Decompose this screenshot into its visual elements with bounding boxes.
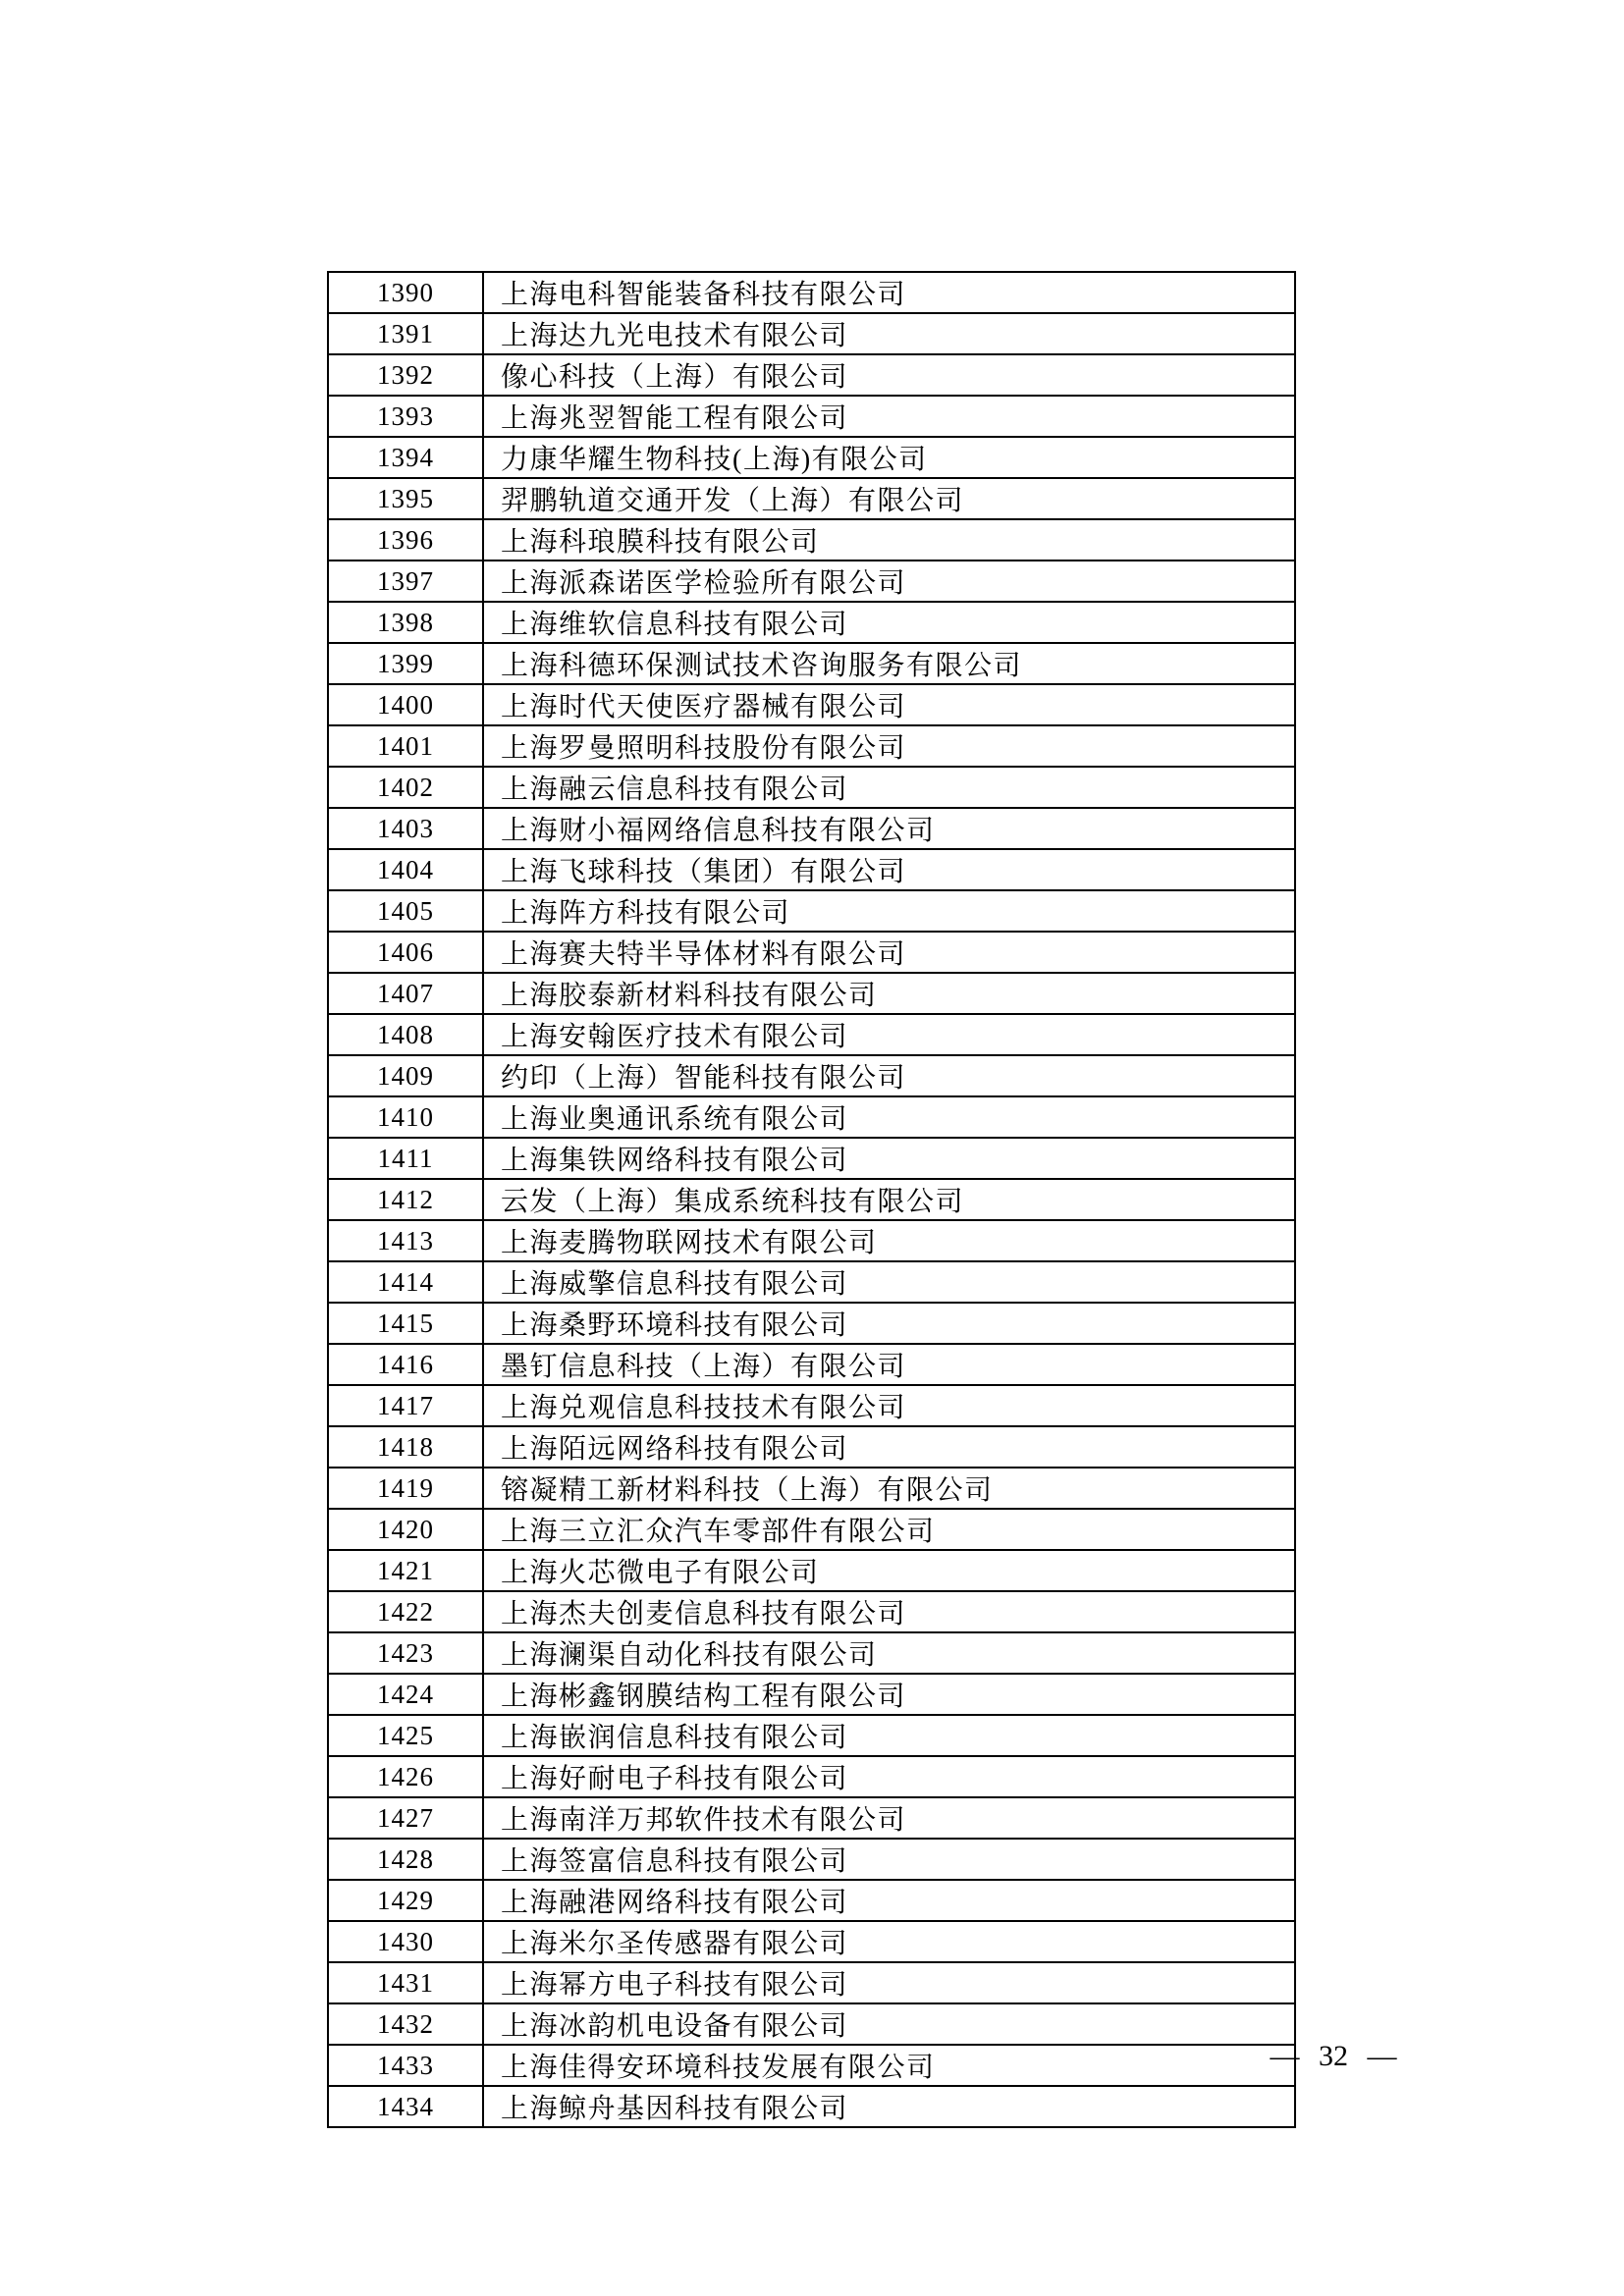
row-number-cell: 1414 (328, 1261, 483, 1303)
table-row (328, 1261, 1295, 1303)
table-row (328, 725, 1295, 767)
row-number-cell: 1430 (328, 1921, 483, 1962)
table-row (328, 354, 1295, 396)
company-name-cell: 上海三立汇众汽车零部件有限公司 (483, 1509, 1295, 1550)
company-name-cell: 上海杰夫创麦信息科技有限公司 (483, 1591, 1295, 1632)
company-name-cell: 上海威擎信息科技有限公司 (483, 1261, 1295, 1303)
company-name-cell: 上海米尔圣传感器有限公司 (483, 1921, 1295, 1962)
table-row (328, 272, 1295, 313)
table-row (328, 1715, 1295, 1756)
table-row (328, 1220, 1295, 1261)
table-row (328, 1385, 1295, 1426)
row-number-cell: 1404 (328, 849, 483, 890)
company-name-cell: 上海时代天使医疗器械有限公司 (483, 684, 1295, 725)
table-row (328, 1138, 1295, 1179)
company-name-cell: 上海签富信息科技有限公司 (483, 1839, 1295, 1880)
company-name-cell: 上海科德环保测试技术咨询服务有限公司 (483, 643, 1295, 684)
table-row (328, 643, 1295, 684)
company-name-cell: 上海科琅膜科技有限公司 (483, 519, 1295, 561)
table-row (328, 849, 1295, 890)
row-number-cell: 1421 (328, 1550, 483, 1591)
row-number-cell: 1409 (328, 1055, 483, 1096)
company-name-cell: 上海飞球科技（集团）有限公司 (483, 849, 1295, 890)
company-name-cell: 上海集铁网络科技有限公司 (483, 1138, 1295, 1179)
row-number-cell: 1399 (328, 643, 483, 684)
company-name-cell: 上海鲸舟基因科技有限公司 (483, 2086, 1295, 2127)
company-name-cell: 上海兆翌智能工程有限公司 (483, 396, 1295, 437)
row-number-cell: 1400 (328, 684, 483, 725)
table-row (328, 1756, 1295, 1797)
row-number-cell: 1419 (328, 1468, 483, 1509)
table-row (328, 519, 1295, 561)
row-number-cell: 1423 (328, 1632, 483, 1674)
company-name-cell: 上海冰韵机电设备有限公司 (483, 2003, 1295, 2045)
row-number-cell: 1411 (328, 1138, 483, 1179)
table-row (328, 808, 1295, 849)
row-number-cell: 1422 (328, 1591, 483, 1632)
company-name-cell: 上海麦腾物联网技术有限公司 (483, 1220, 1295, 1261)
table-row (328, 313, 1295, 354)
company-name-cell: 上海维软信息科技有限公司 (483, 602, 1295, 643)
row-number-cell: 1417 (328, 1385, 483, 1426)
company-name-cell: 云发（上海）集成系统科技有限公司 (483, 1179, 1295, 1220)
company-name-cell: 上海赛夫特半导体材料有限公司 (483, 932, 1295, 973)
page-number: — 32 — (1270, 2040, 1397, 2072)
table-row (328, 478, 1295, 519)
table-row (328, 1962, 1295, 2003)
company-name-cell: 上海罗曼照明科技股份有限公司 (483, 725, 1295, 767)
row-number-cell: 1432 (328, 2003, 483, 2045)
table-row (328, 1179, 1295, 1220)
table-row (328, 1468, 1295, 1509)
company-table (327, 271, 1296, 2128)
row-number-cell: 1392 (328, 354, 483, 396)
table-row (328, 1839, 1295, 1880)
row-number-cell: 1420 (328, 1509, 483, 1550)
row-number-cell: 1413 (328, 1220, 483, 1261)
table-row (328, 1797, 1295, 1839)
row-number-cell: 1406 (328, 932, 483, 973)
table-row (328, 1096, 1295, 1138)
company-name-cell: 上海财小福网络信息科技有限公司 (483, 808, 1295, 849)
company-name-cell: 上海融港网络科技有限公司 (483, 1880, 1295, 1921)
table-row (328, 1509, 1295, 1550)
row-number-cell: 1407 (328, 973, 483, 1014)
company-name-cell: 上海达九光电技术有限公司 (483, 313, 1295, 354)
company-name-cell: 上海兑观信息科技技术有限公司 (483, 1385, 1295, 1426)
company-name-cell: 像心科技（上海）有限公司 (483, 354, 1295, 396)
company-name-cell: 羿鹏轨道交通开发（上海）有限公司 (483, 478, 1295, 519)
row-number-cell: 1397 (328, 561, 483, 602)
row-number-cell: 1391 (328, 313, 483, 354)
company-name-cell: 上海好耐电子科技有限公司 (483, 1756, 1295, 1797)
company-name-cell: 力康华耀生物科技(上海)有限公司 (483, 437, 1295, 478)
company-name-cell: 上海业奥通讯系统有限公司 (483, 1096, 1295, 1138)
table-row (328, 1550, 1295, 1591)
row-number-cell: 1410 (328, 1096, 483, 1138)
row-number-cell: 1429 (328, 1880, 483, 1921)
row-number-cell: 1433 (328, 2045, 483, 2086)
table-row (328, 973, 1295, 1014)
table-row (328, 396, 1295, 437)
table-row (328, 602, 1295, 643)
row-number-cell: 1415 (328, 1303, 483, 1344)
table-row (328, 561, 1295, 602)
row-number-cell: 1425 (328, 1715, 483, 1756)
table-row (328, 1055, 1295, 1096)
row-number-cell: 1398 (328, 602, 483, 643)
table-row (328, 684, 1295, 725)
row-number-cell: 1428 (328, 1839, 483, 1880)
table-row (328, 1591, 1295, 1632)
company-name-cell: 上海嵌润信息科技有限公司 (483, 1715, 1295, 1756)
row-number-cell: 1403 (328, 808, 483, 849)
row-number-cell: 1416 (328, 1344, 483, 1385)
row-number-cell: 1395 (328, 478, 483, 519)
table-row (328, 1921, 1295, 1962)
company-name-cell: 上海胶泰新材料科技有限公司 (483, 973, 1295, 1014)
row-number-cell: 1431 (328, 1962, 483, 2003)
company-name-cell: 上海桑野环境科技有限公司 (483, 1303, 1295, 1344)
table-row (328, 1632, 1295, 1674)
table-row (328, 1344, 1295, 1385)
company-name-cell: 上海安翰医疗技术有限公司 (483, 1014, 1295, 1055)
row-number-cell: 1402 (328, 767, 483, 808)
company-name-cell: 上海派森诺医学检验所有限公司 (483, 561, 1295, 602)
row-number-cell: 1394 (328, 437, 483, 478)
row-number-cell: 1405 (328, 890, 483, 932)
row-number-cell: 1426 (328, 1756, 483, 1797)
row-number-cell: 1396 (328, 519, 483, 561)
company-name-cell: 墨钉信息科技（上海）有限公司 (483, 1344, 1295, 1385)
row-number-cell: 1418 (328, 1426, 483, 1468)
table-row (328, 1303, 1295, 1344)
company-name-cell: 上海阵方科技有限公司 (483, 890, 1295, 932)
company-name-cell: 上海火芯微电子有限公司 (483, 1550, 1295, 1591)
table-row (328, 2045, 1295, 2086)
company-name-cell: 约印（上海）智能科技有限公司 (483, 1055, 1295, 1096)
table-row (328, 437, 1295, 478)
company-name-cell: 上海陌远网络科技有限公司 (483, 1426, 1295, 1468)
table-row (328, 1674, 1295, 1715)
row-number-cell: 1393 (328, 396, 483, 437)
row-number-cell: 1408 (328, 1014, 483, 1055)
table-row (328, 767, 1295, 808)
table-row (328, 1014, 1295, 1055)
row-number-cell: 1401 (328, 725, 483, 767)
table-row (328, 890, 1295, 932)
table-row (328, 1426, 1295, 1468)
company-name-cell: 上海彬鑫钢膜结构工程有限公司 (483, 1674, 1295, 1715)
row-number-cell: 1427 (328, 1797, 483, 1839)
table-row (328, 1880, 1295, 1921)
company-name-cell: 上海电科智能装备科技有限公司 (483, 272, 1295, 313)
company-name-cell: 上海融云信息科技有限公司 (483, 767, 1295, 808)
table-row (328, 2086, 1295, 2127)
company-table-body (328, 272, 1295, 2127)
company-name-cell: 上海澜渠自动化科技有限公司 (483, 1632, 1295, 1674)
company-name-cell: 上海幂方电子科技有限公司 (483, 1962, 1295, 2003)
table-row (328, 932, 1295, 973)
company-name-cell: 上海南洋万邦软件技术有限公司 (483, 1797, 1295, 1839)
company-name-cell: 上海佳得安环境科技发展有限公司 (483, 2045, 1295, 2086)
table-row (328, 2003, 1295, 2045)
row-number-cell: 1424 (328, 1674, 483, 1715)
row-number-cell: 1434 (328, 2086, 483, 2127)
row-number-cell: 1390 (328, 272, 483, 313)
company-name-cell: 镕凝精工新材料科技（上海）有限公司 (483, 1468, 1295, 1509)
row-number-cell: 1412 (328, 1179, 483, 1220)
